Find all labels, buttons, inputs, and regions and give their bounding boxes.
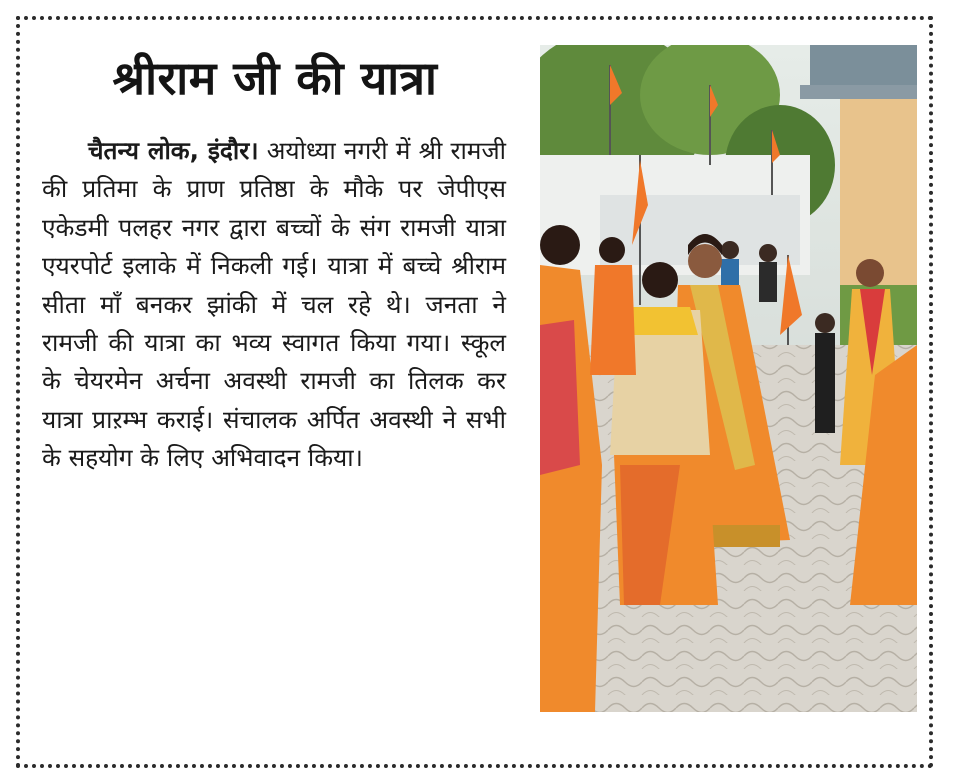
building-canopy (800, 85, 917, 99)
photo-illustration (540, 45, 917, 712)
article-text: अयोध्या नगरी में श्री रामजी की प्रतिमा के प्राण प्रतिष्ठा के मौके पर जेपीएस एकेडमी पलहर नगर द्वारा बच्चों के संग रामजी यात्रा एयरपोर्ट इलाके में निकली गई। यात्रा में बच्चे श्रीराम सीता माँ बनकर झांकी में चल रहे थे। जनता ने रामजी की यात्रा का भव्य स्वागत किया गया। स्कूल के चेयरमेन अर्चना अवस्थी रामजी का तिलक कर यात्रा प्राऱम्भ कराई। संचालक अर्पित अवस्थी ने सभी के सहयोग के लिए अभिवादन किया। (42, 136, 506, 473)
headline: श्रीराम जी की यात्रा (112, 51, 438, 105)
photo-procession (540, 45, 917, 712)
article-body (42, 132, 506, 478)
building-roof (810, 45, 917, 85)
dateline: चैतन्य लोक, इंदौर। (88, 136, 259, 165)
building-wall (840, 85, 917, 285)
